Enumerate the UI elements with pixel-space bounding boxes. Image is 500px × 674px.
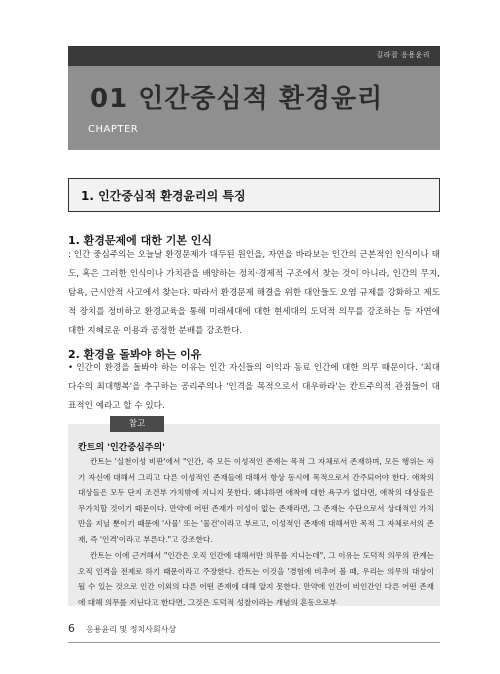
subsection-heading-2: 2. 환경을 돌봐야 하는 이유 bbox=[68, 348, 202, 361]
chapter-title bbox=[90, 78, 383, 115]
running-header-tag: 길라잡 응용윤리 bbox=[376, 51, 430, 59]
note-paragraph-2: 칸트는 이에 근거해서 "인간은 오직 인간에 대해서만 의무를 지니는데", 그 이유는 도덕적 의무의 관계는 오직 인격을 전제로 하기 때문이라고 주장한다. 칸트는 이것을 '경험에 비추어 볼 때, 우리는 의무의 대상이 될 수 있는 것으로 인간 이외의 다른 어떤 존재에 대해 알지 못한다. 만약에 인간이 비인간인 다른 어떤 존재에 대해 의무를 지닌다고 한다면, 그것은 도덕적 성찰이라는 개념의 혼동으로부 bbox=[78, 551, 434, 607]
note-paragraph-1: 칸트는 '실천이성 비판'에서 "인간, 즉 모든 이성적인 존재는 목적 그 자체로서 존재하며, 모든 행위는 자기 자신에 대해서 그리고 다른 이성적인 존재들에 대해서 항상 동시에 목적으로서 간주되어야 한다. 애착의 대상들은 모두 단지 조건부 가치밖에 지니지 못한다. 왜냐하면 애착에 대한 욕구가 없다면, 애착의 대상들은 무가치할 것이기 때문이다. 만약에 어떤 존재가 이성이 없는 존재라면, 그 존재는 수단으로서 상대적인 가치만을 지닐 뿐이기 때문에 '사물' 또는 '물건'이라고 부르고, 이성적인 존재에 대해서만 목적 그 자체로서의 존재, 즉 '인격'이라고 부른다."고 강조한다. bbox=[78, 457, 434, 544]
section-heading-box bbox=[68, 178, 440, 212]
subsection-body-1: : 인간 중심주의는 오늘날 환경문제가 대두된 원인을, 자연을 바라보는 인간의 근본적인 인식이나 태도, 혹은 그러한 인식이나 가치관을 배양하는 정치·경제적 구조에서 찾는 것이 아니라, 인간의 무지, 탐욕, 근시안적 사고에서 찾는다. 따라서 환경문제 해결을 위한 대안들도 오염 규제를 강화하고 제도적 장치를 정비하고 환경교육을 통해 미래세대에 대한 현세대의 도덕적 의무를 강조하는 등 자연에 대한 지혜로운 이용과 공정한 분배를 강조한다. bbox=[68, 250, 440, 336]
section-title: 1. 인간중심적 환경윤리의 특징 bbox=[81, 189, 246, 203]
chapter-header-strip bbox=[68, 46, 440, 66]
footer-rule bbox=[68, 642, 440, 643]
note-tag: 참고 bbox=[110, 416, 164, 432]
chapter-banner bbox=[68, 66, 440, 150]
note-box bbox=[68, 424, 440, 606]
chapter-number: 01 bbox=[90, 84, 129, 114]
chapter-title-text: 인간중심적 환경윤리 bbox=[138, 84, 384, 114]
subsection-heading-1: 1. 환경문제에 대한 기본 인식 bbox=[68, 234, 213, 247]
subsection-body-2: • 인간이 환경을 돌봐야 하는 이유는 인간 자신들의 이익과 동료 인간에 대한 의무 때문이다. '최대다수의 최대행복'을 추구하는 공리주의나 '인격을 목적으로서 대우하라'는 칸트주의적 관점들이 대표적인 예라고 할 수 있다. bbox=[68, 363, 440, 411]
note-title: 칸트의 '인간중심주의' bbox=[78, 443, 165, 453]
chapter-label: CHAPTER bbox=[88, 124, 139, 135]
footer-book-title: 응용윤리 및 정치사회사상 bbox=[86, 625, 177, 634]
page-number: 6 bbox=[68, 622, 75, 635]
